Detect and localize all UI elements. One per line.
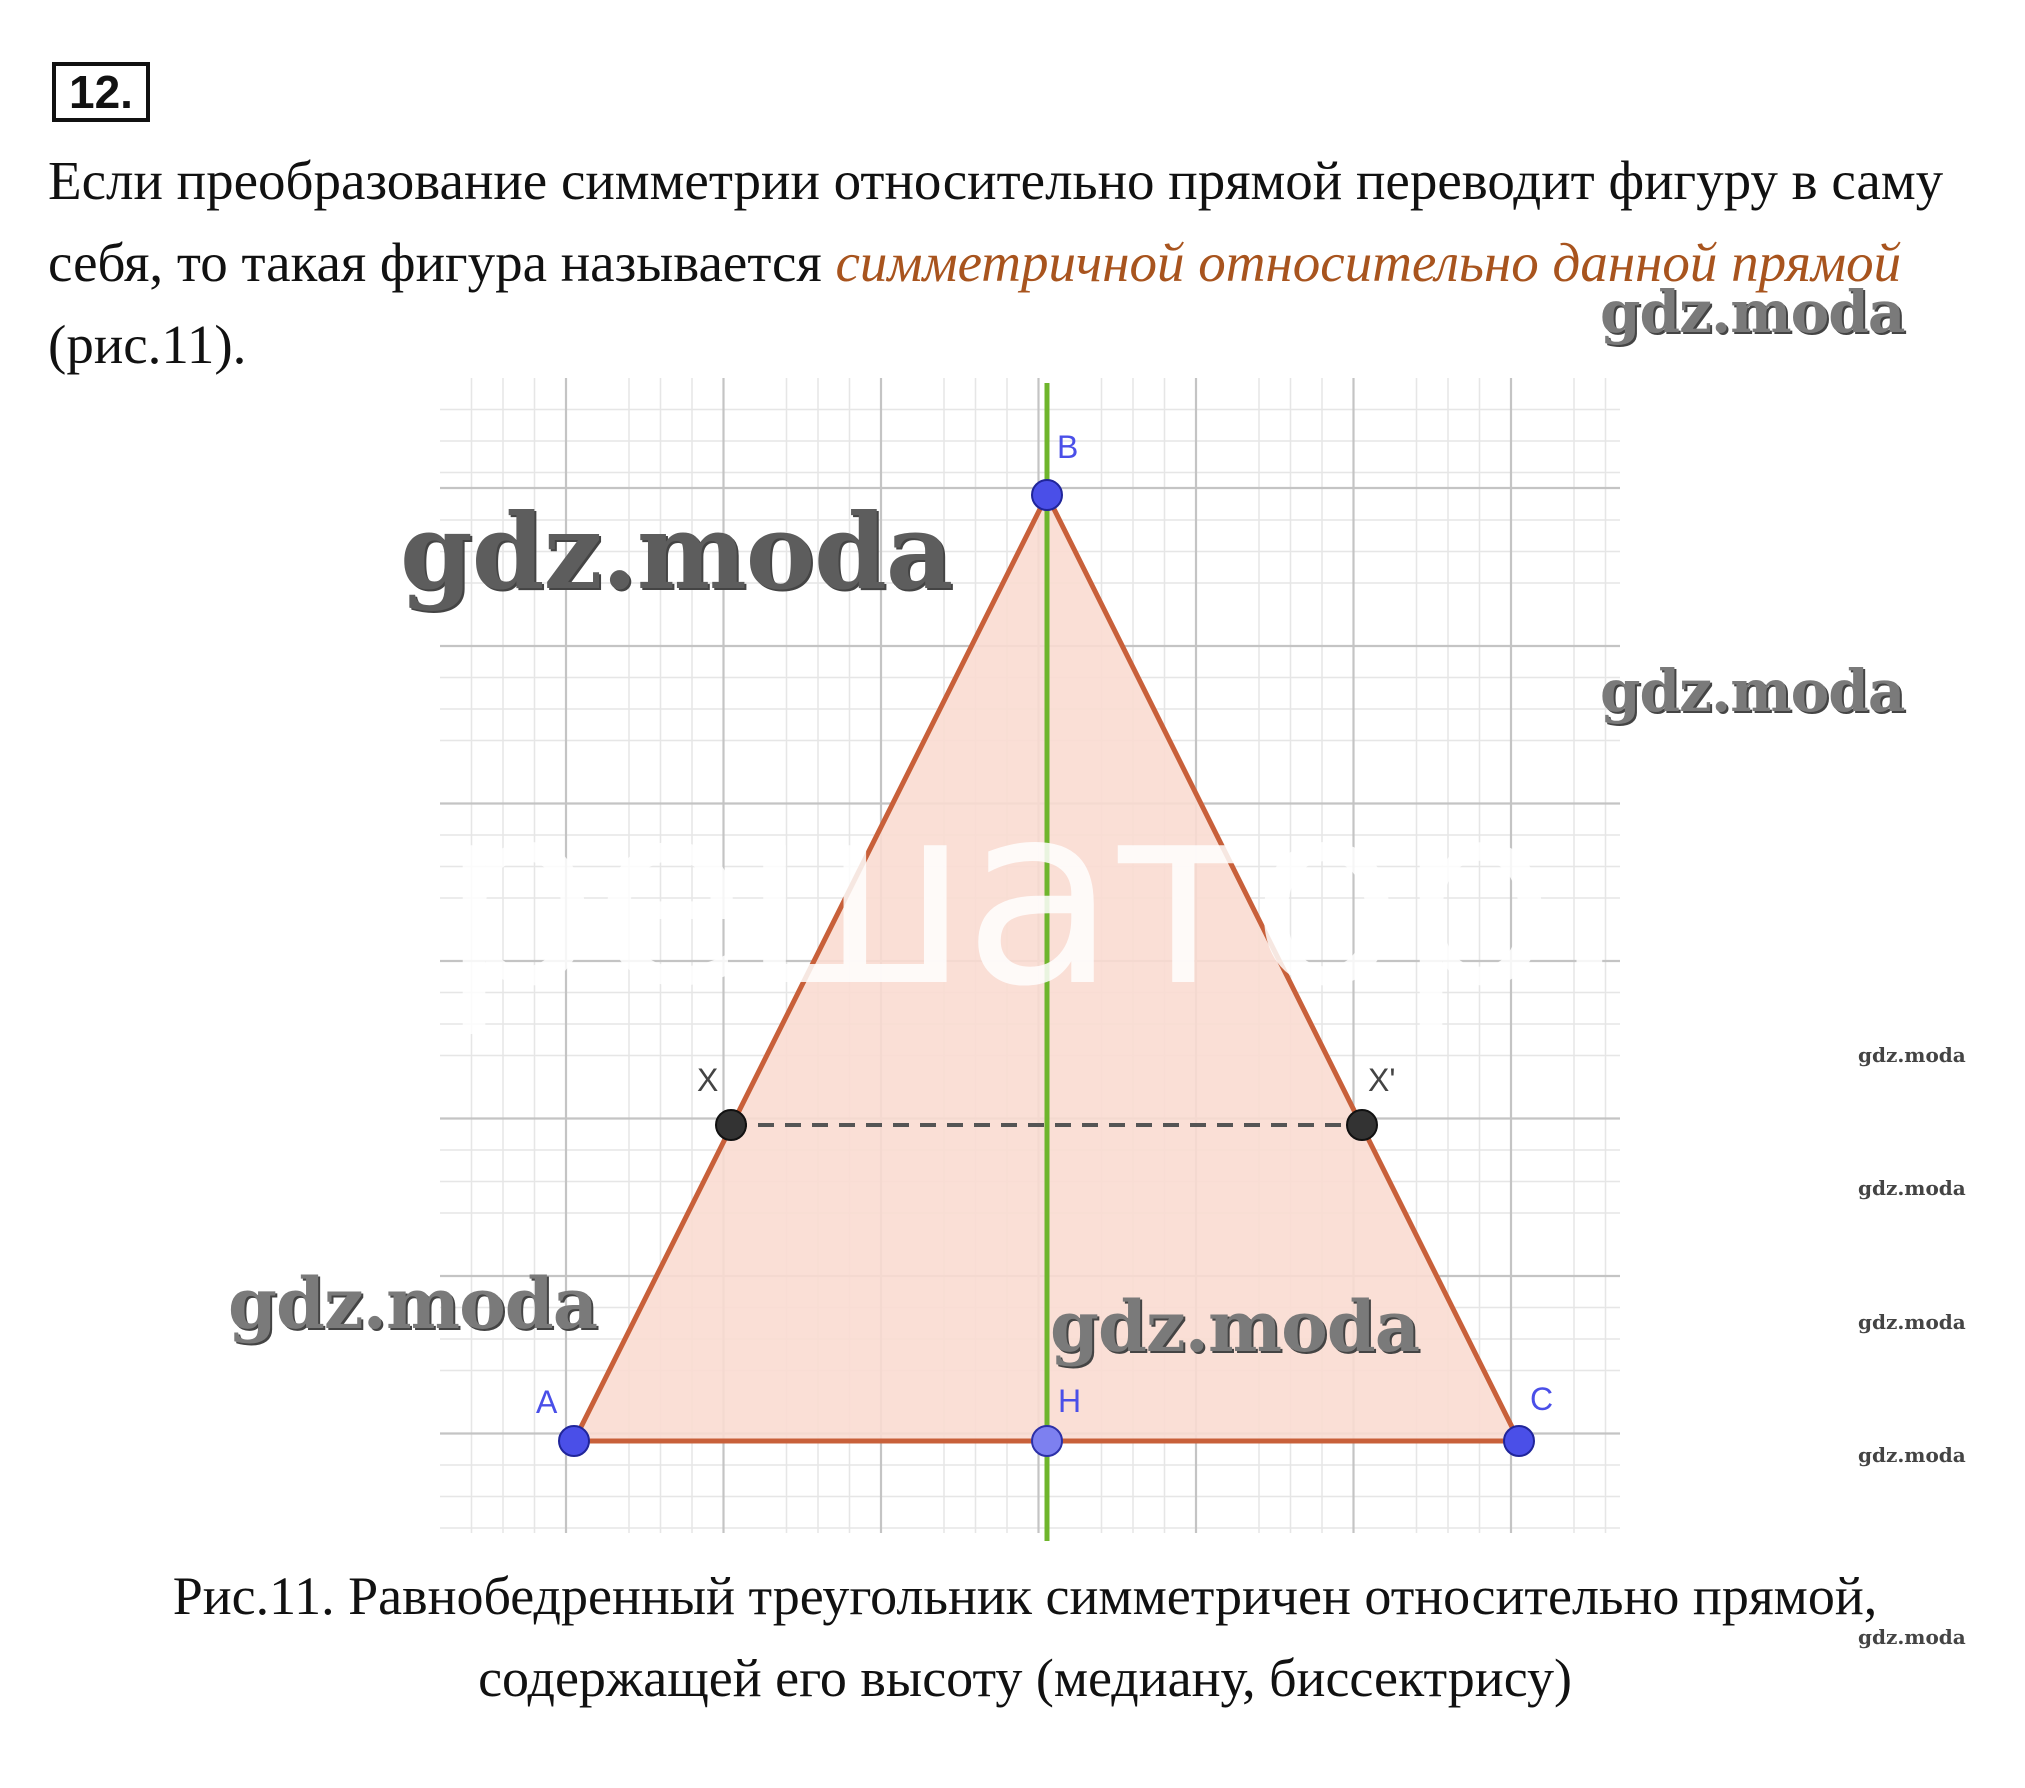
point-x-prime (1347, 1110, 1377, 1140)
label-b: B (1057, 429, 1079, 465)
highlighted-term: симметричной относительно данной прямой (835, 232, 1902, 293)
label-x-prime: X' (1368, 1062, 1396, 1098)
watermark-small-5: gdz.moda (1858, 1625, 1966, 1649)
watermark-top-right: gdz.moda (1600, 278, 1905, 346)
watermark-ghost: решатор.р (440, 750, 1776, 1041)
label-x: X (697, 1062, 719, 1098)
watermark-large: gdz.moda (400, 490, 953, 613)
watermark-small-1: gdz.moda (1858, 1043, 1966, 1067)
watermark-small-2: gdz.moda (1858, 1176, 1966, 1200)
label-c: C (1530, 1381, 1554, 1417)
label-a: A (536, 1384, 558, 1420)
definition-paragraph (48, 140, 1998, 386)
watermark-right: gdz.moda (1600, 657, 1905, 725)
problem-number: 12. (52, 62, 150, 122)
watermark-center-lower: gdz.moda (1050, 1285, 1420, 1368)
caption-line-1: Рис.11. Равнобедренный треугольник симметричен относительно прямой, (172, 1566, 1878, 1626)
watermark-small-3: gdz.moda (1858, 1310, 1966, 1334)
point-b (1032, 480, 1062, 510)
paragraph-text-before: Если преобразование симметрии относительно прямой переводит фигуру в саму себя, то такая фигура называется (48, 150, 1944, 293)
figure-caption (60, 1555, 1990, 1719)
point-a (559, 1426, 589, 1456)
point-x (716, 1110, 746, 1140)
watermark-left-lower: gdz.moda (228, 1262, 598, 1345)
point-c (1504, 1426, 1534, 1456)
watermark-small-4: gdz.moda (1858, 1443, 1966, 1467)
paragraph-text-after: (рис.11). (48, 314, 247, 375)
caption-line-2: содержащей его высоту (медиану, биссектрису) (478, 1648, 1572, 1708)
label-h: H (1058, 1383, 1082, 1419)
point-h (1032, 1426, 1062, 1456)
